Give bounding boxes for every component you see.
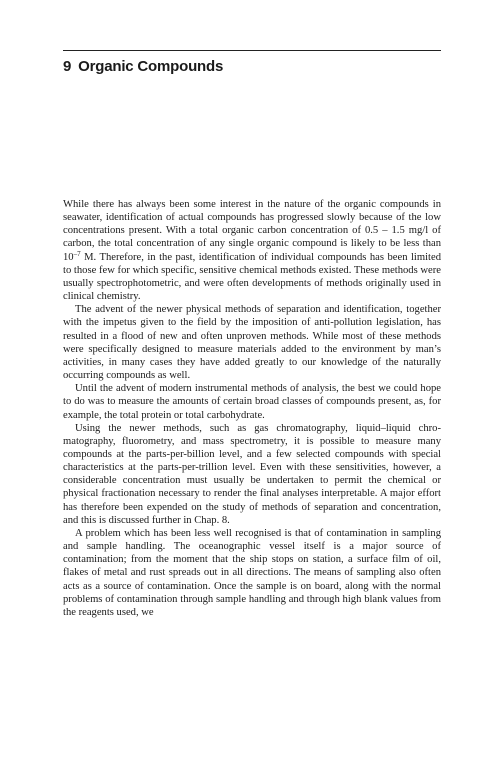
paragraph-1 [63, 198, 441, 303]
paragraph-1-text: While there has always been some interest in the nature of the organic compounds in seawater, identification of actual compounds has progressed slowly because of the low concentrations present. With a total organic carbon concentration of 0.5 – 1.5 mg/l of carbon, the total concentration of any single organic compound is likely to be less than 10 [63, 199, 441, 263]
paragraph-4: Using the newer methods, such as gas chromatography, liquid–liquid chromatography, fluorometry, and mass spectrometry, it is possible to measure many compounds at the parts-per-billion level, and a few selected compounds with special characteristics at the parts-per-trillion level. Even with these sensitivities, however, a considerable concentration must usually be undertaken to permit the chemical or physical fractionation necessary to render the final analyses interpretable. A major effort has therefore been expended on the study of methods of separation and concentration, and this is discussed further in Chap. 8. [63, 422, 441, 526]
paragraph-1-text-cont: M. Therefore, in the past, identification of individual compounds has been limited to those few for which specific, sensitive chemical methods existed. These methods were usually spectrophotometric, and were often developments of methods originally used in clinical chemistry. [63, 251, 441, 303]
exponent: –7 [73, 249, 81, 258]
chapter-number: 9 [63, 58, 72, 75]
body-text [63, 198, 441, 619]
chapter-title: Organic Compounds [78, 58, 224, 75]
chapter-heading [63, 58, 223, 75]
paragraph-5: A problem which has been less well recognised is that of contamination in sampling and sample handling. The oceanographic vessel itself is a major source of contamination; from the moment that the ship stops on station, a surface film of oil, flakes of metal and rust spreads out in all directions. The means of sampling also often acts as a source of contamination. Once the sample is on board, along with the normal problems of contamination through sample handling and through high blank values from the reagents used, we [63, 527, 441, 618]
paragraph-3: Until the advent of modern instrumental methods of analysis, the best we could hope to do was to measure the amounts of certain broad classes of compounds present, as, for example, the total protein or total carbohydrate. [63, 383, 441, 421]
paragraph-2: The advent of the newer physical methods of separation and identification, together with the impetus given to the field by the imposition of anti-pollution legislation, has resulted in a flood of new and often unproven methods. While most of these methods were specifically designed to measure materials added to the environment by man’s activities, in many cases they have added greatly to our knowledge of the naturally occurring compounds as well. [63, 304, 441, 382]
top-rule [63, 50, 441, 51]
